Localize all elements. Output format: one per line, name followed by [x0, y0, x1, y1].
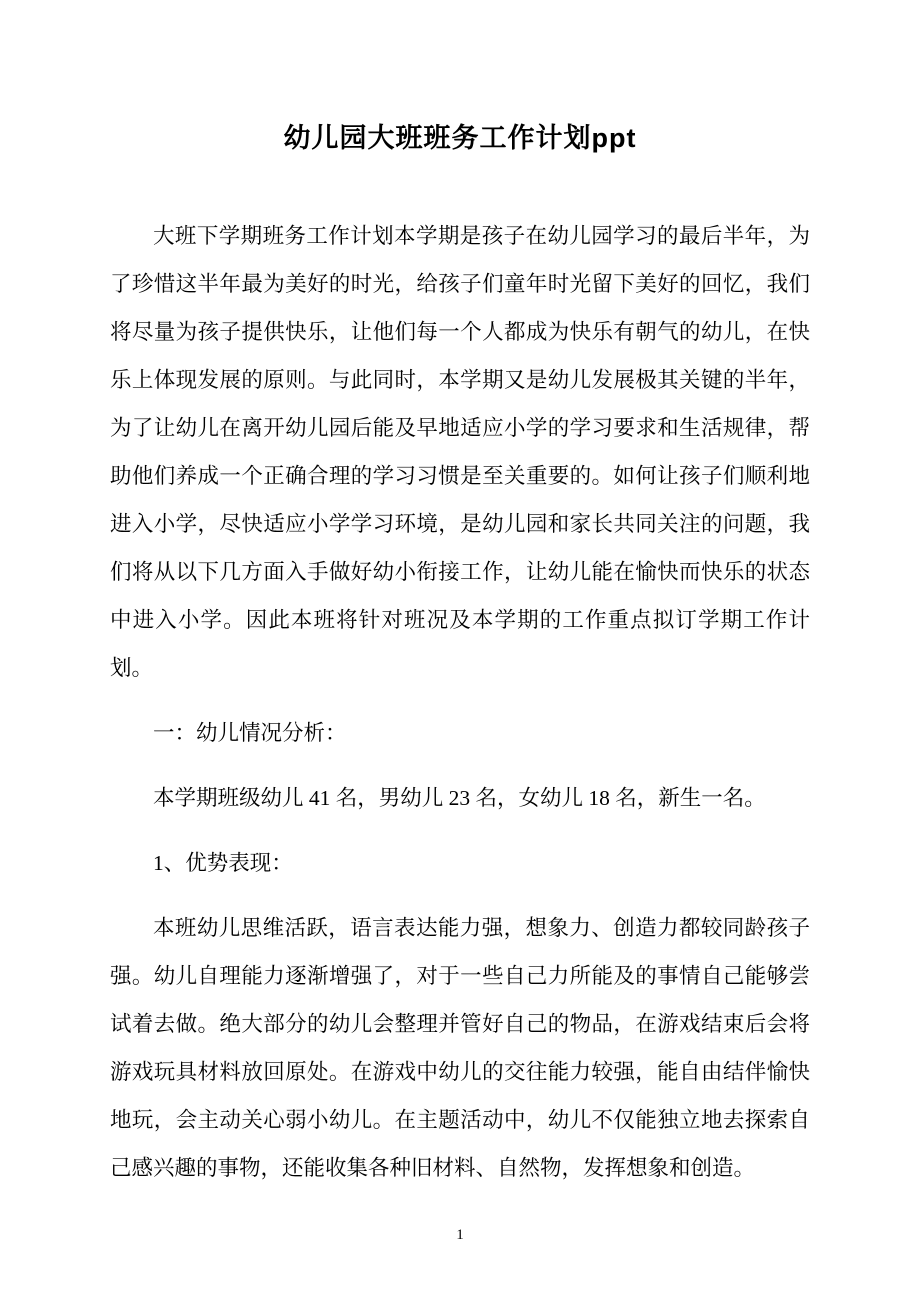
page-number: 1 [456, 1227, 464, 1243]
document-body [110, 212, 810, 1192]
document-title: 幼儿园大班班务工作计划ppt [283, 123, 637, 153]
paragraph-class-numbers: 本学期班级幼儿 41 名，男幼儿 23 名，女幼儿 18 名，新生一名。 [153, 786, 766, 810]
paragraph-strengths-detail: 本班幼儿思维活跃，语言表达能力强，想象力、创造力都较同龄孩子强。幼儿自理能力逐渐增强了，对于一些自己力所能及的事情自己能够尝试着去做。绝大部分的幼儿会整理并管好自己的物品，在游戏结束后会将游戏玩具材料放回原处。在游戏中幼儿的交往能力较强，能自由结伴愉快地玩，会主动关心弱小幼儿。在主题活动中，幼儿不仅能独立地去探索自己感兴趣的事物，还能收集各种旧材料、自然物，发挥想象和创造。 [110, 916, 810, 1180]
paragraph-intro: 大班下学期班务工作计划本学期是孩子在幼儿园学习的最后半年，为了珍惜这半年最为美好的时光，给孩子们童年时光留下美好的回忆，我们将尽量为孩子提供快乐，让他们每一个人都成为快乐有朝气的幼儿，在快乐上体现发展的原则。与此同时，本学期又是幼儿发展极其关键的半年，为了让幼儿在离开幼儿园后能及早地适应小学的学习要求和生活规律，帮助他们养成一个正确合理的学习习惯是至关重要的。如何让孩子们顺利地进入小学，尽快适应小学学习环境，是幼儿园和家长共同关注的问题，我们将从以下几方面入手做好幼小衔接工作，让幼儿能在愉快而快乐的状态中进入小学。因此本班将针对班况及本学期的工作重点拟订学期工作计划。 [110, 224, 810, 680]
paragraph-section-heading-analysis: 一：幼儿情况分析： [153, 721, 347, 745]
paragraph-subheading-strengths: 1、优势表现： [153, 851, 293, 875]
